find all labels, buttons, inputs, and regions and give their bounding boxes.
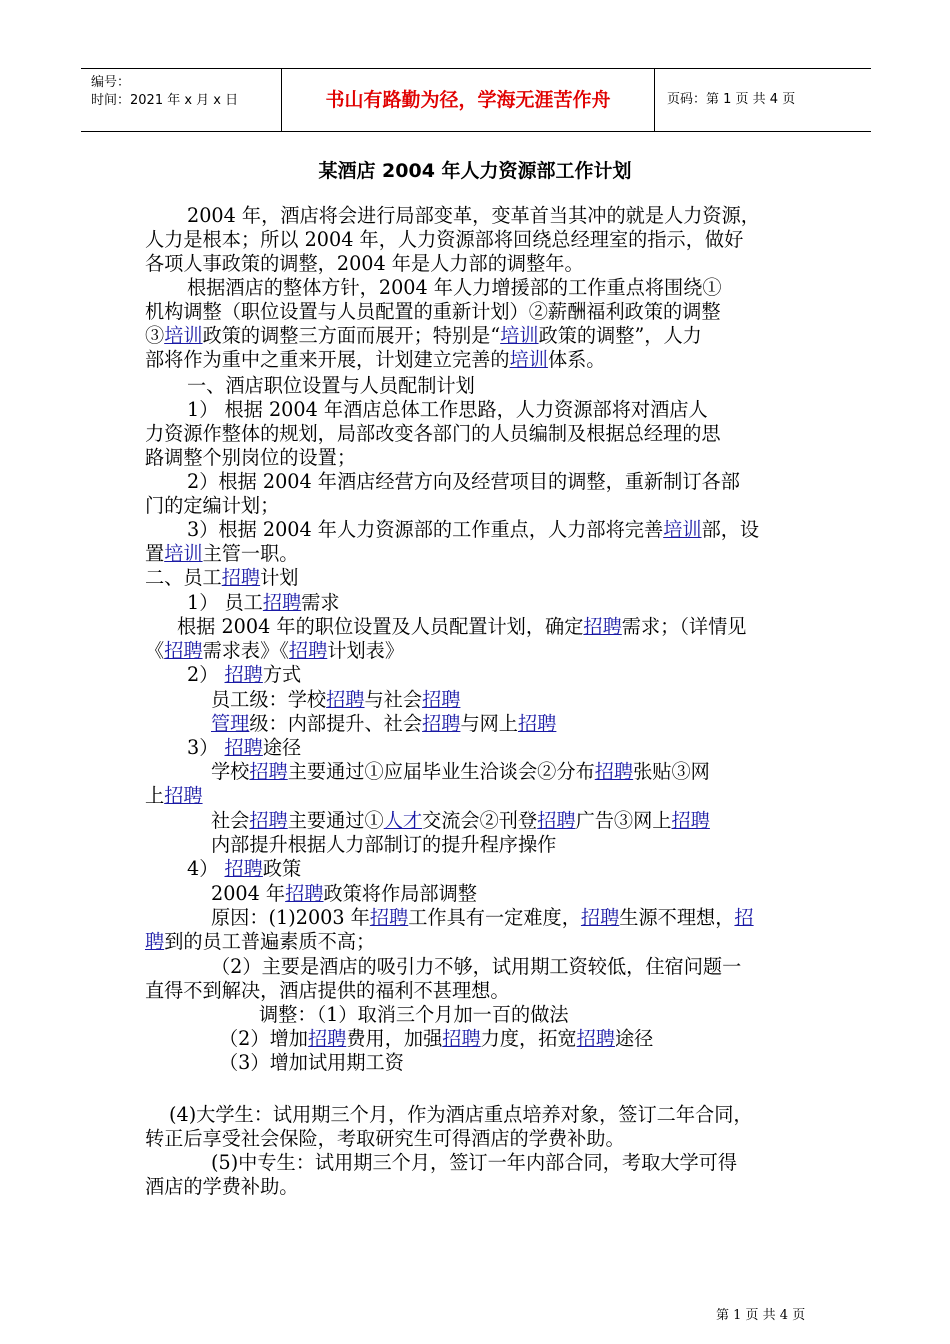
body-text-segment: 工作具有一定难度， <box>408 906 581 929</box>
body-text-segment: 政策 <box>262 857 302 880</box>
keyword-link[interactable]: 招聘 <box>583 615 622 638</box>
body-line <box>145 639 404 663</box>
body-text-segment: 根据酒店的整体方针，2004 年人力增援部的工作重点将围绕① <box>187 276 722 299</box>
body-line <box>145 494 279 518</box>
body-line <box>145 348 606 372</box>
body-line <box>187 204 760 228</box>
keyword-link[interactable]: 招聘 <box>307 1027 347 1050</box>
keyword-link[interactable]: 人才 <box>383 809 423 832</box>
body-text-segment: 1） 员工 <box>187 591 263 614</box>
keyword-link[interactable]: 招聘 <box>422 712 461 735</box>
body-text-segment: 计划表》 <box>327 639 405 662</box>
keyword-link[interactable]: 招聘 <box>537 809 576 832</box>
body-text-segment: 一、酒店职位设置与人员配制计划 <box>187 374 475 397</box>
body-line <box>187 398 708 422</box>
body-text-segment: 《 <box>145 639 165 662</box>
body-text-segment: 2004 年，酒店将会进行局部变革，变革首当其冲的就是人力资源， <box>187 204 760 227</box>
keyword-link[interactable]: 招聘 <box>369 906 409 929</box>
body-text-segment: 政策的调整”，人力 <box>538 324 702 347</box>
body-text-segment: 调整：（1）取消三个月加一百的做法 <box>259 1003 569 1026</box>
body-line <box>187 276 722 300</box>
body-line <box>187 470 740 494</box>
body-line <box>211 955 741 979</box>
body-line <box>187 663 301 687</box>
body-line <box>169 1103 753 1127</box>
body-line <box>187 591 340 615</box>
body-text-segment: 需求 <box>301 591 340 614</box>
keyword-link[interactable]: 管理 <box>211 712 250 735</box>
doc-time-label: 时间：2021 年 x 月 x 日 <box>91 93 239 108</box>
body-text-segment: 3）根据 2004 年人力资源部的工作重点，人力部将完善 <box>187 518 664 541</box>
body-text-segment: 3） <box>187 736 225 759</box>
body-line <box>259 1003 569 1027</box>
body-line <box>219 1027 653 1051</box>
keyword-link[interactable]: 招聘 <box>518 712 557 735</box>
keyword-link[interactable]: 招聘 <box>442 1027 481 1050</box>
body-text-segment: 置 <box>145 542 165 565</box>
body-text-segment: 员工级：学校 <box>211 688 327 711</box>
body-text-segment: 直得不到解决，酒店提供的福利不甚理想。 <box>145 979 510 1002</box>
body-text-segment: （2）主要是酒店的吸引力不够，试用期工资较低，住宿问题一 <box>211 955 742 978</box>
keyword-link[interactable]: 招聘 <box>164 639 203 662</box>
body-text-segment: 人力是根本；所以 2004 年，人力资源部将回绕总经理室的指示，做好 <box>145 228 744 251</box>
page-header <box>81 68 871 132</box>
body-line <box>219 1051 404 1075</box>
body-text-segment: 张贴③网 <box>633 760 710 783</box>
body-text-segment: 路调整个别岗位的设置； <box>145 446 357 469</box>
body-text-segment: 体系。 <box>547 348 606 371</box>
keyword-link[interactable]: 招聘 <box>671 809 710 832</box>
body-text-segment: 与网上 <box>460 712 518 735</box>
body-text-segment: 原因：(1)2003 年 <box>211 906 370 929</box>
body-text-segment: ③ <box>145 324 165 347</box>
body-text-segment: 计划 <box>260 566 299 589</box>
keyword-link[interactable]: 招聘 <box>249 809 288 832</box>
body-line <box>211 906 754 930</box>
body-text-segment: 上 <box>145 784 165 807</box>
keyword-link[interactable]: 招聘 <box>576 1027 615 1050</box>
keyword-link[interactable]: 培训 <box>164 542 203 565</box>
doc-number-label: 编号： <box>91 75 131 90</box>
body-text-segment: 各项人事政策的调整，2004 年是人力部的调整年。 <box>145 252 584 275</box>
body-line <box>211 712 556 736</box>
body-text-segment: （3）增加试用期工资 <box>219 1051 404 1074</box>
body-text-segment: 到的员工普遍素质不高； <box>164 930 376 953</box>
keyword-link[interactable]: 招聘 <box>422 688 461 711</box>
body-text-segment: 门的定编计划； <box>145 494 280 517</box>
body-line <box>211 1151 737 1175</box>
body-line <box>187 374 475 398</box>
body-line <box>145 300 721 324</box>
keyword-link[interactable]: 招聘 <box>221 566 261 589</box>
keyword-link[interactable]: 招聘 <box>164 784 203 807</box>
body-text-segment: 广告③网上 <box>575 809 672 832</box>
body-text-segment: 需求；（详情见 <box>621 615 747 638</box>
page-footer: 第 1 页 共 4 页 <box>716 1308 806 1323</box>
body-text-segment: 2）根据 2004 年酒店经营方向及经营项目的调整，重新制订各部 <box>187 470 740 493</box>
body-text-segment: 学校 <box>211 760 250 783</box>
body-line <box>145 979 510 1003</box>
keyword-link[interactable]: 招聘 <box>224 663 263 686</box>
body-text-segment: 力资源作整体的规划，局部改变各部门的人员编制及根据总经理的思 <box>145 422 721 445</box>
keyword-link[interactable]: 培训 <box>663 518 702 541</box>
body-text-segment: 主要通过① <box>287 809 384 832</box>
body-text-segment: （2）增加 <box>219 1027 308 1050</box>
body-text-segment: 部将作为重中之重来开展，计划建立完善的 <box>145 348 510 371</box>
body-line <box>145 446 356 470</box>
body-line <box>145 566 299 590</box>
body-text-segment: 力度，拓宽 <box>480 1027 577 1050</box>
body-line <box>211 760 710 784</box>
keyword-link[interactable]: 聘 <box>145 930 165 953</box>
body-text-segment: 级：内部提升、社会 <box>249 712 423 735</box>
body-line <box>187 518 759 542</box>
body-text-segment: 根据 2004 年的职位设置及人员配置计划，确定 <box>177 615 584 638</box>
keyword-link[interactable]: 招聘 <box>224 736 263 759</box>
body-text-segment: (5)中专生：试用期三个月，签订一年内部合同，考取大学可得 <box>211 1151 738 1174</box>
keyword-link[interactable]: 招聘 <box>288 639 328 662</box>
body-line <box>145 784 203 808</box>
body-line <box>211 833 556 857</box>
body-text-segment: 转正后享受社会保险，考取研究生可得酒店的学费补助。 <box>145 1127 625 1150</box>
body-text-segment: 政策的调整三方面而展开；特别是“ <box>202 324 501 347</box>
body-text-segment: 2） <box>187 663 225 686</box>
body-text-segment: 途径 <box>614 1027 654 1050</box>
body-line <box>145 422 721 446</box>
body-line <box>145 228 743 252</box>
body-text-segment: 酒店的学费补助。 <box>145 1175 299 1198</box>
body-text-segment: 费用，加强 <box>346 1027 443 1050</box>
body-line <box>187 857 301 881</box>
body-text-segment: 主要通过①应届毕业生洽谈会②分布 <box>287 760 595 783</box>
body-line <box>145 930 375 954</box>
keyword-link[interactable]: 招聘 <box>285 882 324 905</box>
body-line <box>145 252 584 276</box>
body-line <box>211 882 477 906</box>
body-text-segment: 部，设 <box>701 518 760 541</box>
body-text-segment: 2004 年 <box>211 882 286 905</box>
body-line <box>187 736 301 760</box>
body-line <box>145 1175 299 1199</box>
doc-title: 某酒店 2004 年人力资源部工作计划 <box>318 160 632 182</box>
keyword-link[interactable]: 招聘 <box>224 857 263 880</box>
body-text-segment: 主管一职。 <box>202 542 299 565</box>
body-text-segment: 需求表》《 <box>202 639 289 662</box>
keyword-link[interactable]: 培训 <box>164 324 203 347</box>
header-meta <box>81 69 282 131</box>
body-text-segment: 二、员工 <box>145 566 222 589</box>
body-text-segment: 交流会②刊登 <box>422 809 538 832</box>
header-page-info: 页码：第 1 页 共 4 页 <box>667 92 796 107</box>
body-line <box>145 324 702 348</box>
body-text-segment: 4） <box>187 857 225 880</box>
body-text-segment: 1） 根据 2004 年酒店总体工作思路，人力资源部将对酒店人 <box>187 398 708 421</box>
body-text-segment: 与社会 <box>364 688 423 711</box>
body-line <box>145 542 299 566</box>
keyword-link[interactable]: 招聘 <box>262 591 302 614</box>
body-text-segment: 内部提升根据人力部制订的提升程序操作 <box>211 833 557 856</box>
body-text-segment: 生源不理想， <box>619 906 735 929</box>
keyword-link[interactable]: 招 <box>734 906 754 929</box>
keyword-link[interactable]: 招聘 <box>326 688 365 711</box>
body-line <box>211 688 460 712</box>
body-line <box>211 809 710 833</box>
keyword-link[interactable]: 招聘 <box>249 760 288 783</box>
body-text-segment: 社会 <box>211 809 250 832</box>
body-text-segment: 途径 <box>262 736 302 759</box>
keyword-link[interactable]: 培训 <box>500 324 539 347</box>
body-text-segment: 方式 <box>262 663 302 686</box>
body-line <box>177 615 747 639</box>
keyword-link[interactable]: 招聘 <box>594 760 634 783</box>
body-text-segment: 政策将作局部调整 <box>323 882 477 905</box>
keyword-link[interactable]: 培训 <box>509 348 548 371</box>
header-motto: 书山有路勤为径，学海无涯苦作舟 <box>282 69 655 131</box>
body-line <box>145 1127 625 1151</box>
keyword-link[interactable]: 招聘 <box>580 906 620 929</box>
body-text-segment: 机构调整（职位设置与人员配置的重新计划）②薪酬福利政策的调整 <box>145 300 721 323</box>
body-text-segment: (4)大学生：试用期三个月，作为酒店重点培养对象，签订二年合同， <box>169 1103 753 1126</box>
